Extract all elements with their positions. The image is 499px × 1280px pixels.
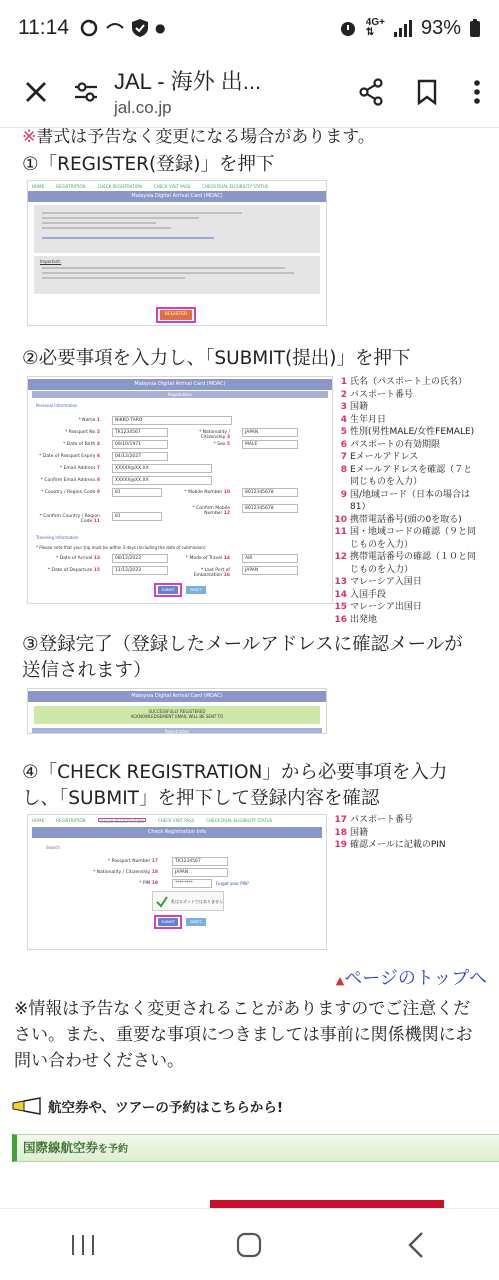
battery-level: 93% <box>420 16 461 39</box>
screenshot-registration-form: Malaysia Digital Arrival Card (MDAC) Registration Personal Information * Name 1 NIKKO TARO * Passport No 2 TK1234567 * Nationality / Citizenship 3 JAPAN * Date of Birth 4 09/10/1971 * Sex 5 MALE * Date of Passport Expiry 6 04/12/2027 * Email Address 7 XXXXX@XX.XX * Confirm Email Address 8 XXXXX@XX.XX * Country / Region Code 9 81 * Mobile Number 10 8012345678 * Confirm Country / Region Code 11 81 * Confirm Mobile Number 12 8012345678 Traveling Information * Please note that your trip must be within 3 days (Including the date of submission) * Date of Arrival 13 08/12/2023 * Mode of Travel 14 AIR * Date of Departure 15 11/12/2023 * Last Port of Embarkation 16 JAPAN SUBMIT RESET <box>27 376 333 604</box>
back-button[interactable] <box>376 1215 456 1275</box>
recents-icon <box>70 1233 96 1257</box>
alarm-icon <box>338 18 358 38</box>
step-4-heading: ④「CHECK REGISTRATION」から必要事項を入力し、「SUBMIT」を押下して登録内容を確認 <box>22 762 448 809</box>
close-icon <box>24 80 48 104</box>
legend-item: 3 国籍 <box>340 402 369 412</box>
passport-expiry-field[interactable]: 04/12/2027 <box>112 452 168 461</box>
sex-field[interactable]: MALE <box>242 440 298 449</box>
legend-item: 7 Eメールアドレス <box>340 452 419 462</box>
system-navigation-bar <box>0 1208 499 1280</box>
missed-call-icon <box>105 20 125 36</box>
network-type: 4G+ <box>365 17 385 28</box>
status-time: 11:14 <box>18 16 69 39</box>
legend-item: 5 性別(男性MALE/女性FEMALE) <box>340 427 475 437</box>
arrow-up-icon: ▲ <box>335 974 345 987</box>
register-button[interactable]: REGISTER <box>160 310 192 320</box>
name-field[interactable]: NIKKO TARO <box>112 416 232 425</box>
captcha-box[interactable]: 私はロボットではありません <box>152 891 224 911</box>
step-1-heading: ①「REGISTER(登録)」を押下 <box>22 154 275 175</box>
confirm-email-field[interactable]: XXXXX@XX.XX <box>112 476 212 485</box>
format-note: ※書式は予告なく変更になる場合があります。 <box>22 128 375 147</box>
country-code-field[interactable]: 81 <box>112 488 162 497</box>
departure-date-field[interactable]: 11/12/2023 <box>112 566 168 575</box>
close-button[interactable] <box>8 64 64 120</box>
embarkation-field[interactable]: JAPAN <box>242 566 298 575</box>
mobile-field[interactable]: 8012345678 <box>242 488 298 497</box>
legend-item: 16 出発地 <box>334 614 378 625</box>
forgot-pin-link[interactable]: Forgot your PIN? <box>216 881 249 886</box>
mode-of-travel-field[interactable]: AIR <box>242 554 298 563</box>
legend-item: 17 パスポート番号 <box>334 815 414 825</box>
bookmark-icon <box>417 79 437 105</box>
legend-item: 11 国・地域コードの確認（９と同じものを入力） <box>334 527 477 550</box>
recents-button[interactable] <box>43 1215 123 1275</box>
nationality-field[interactable]: JAPAN <box>242 428 298 437</box>
legend-item: 13 マレーシア入国日 <box>334 577 422 587</box>
legend-item: 6 パスポートの有効期限 <box>340 439 441 450</box>
legend-check-registration <box>333 814 479 852</box>
confirm-country-code-field[interactable]: 81 <box>112 512 162 521</box>
custom-tab-toolbar <box>0 56 499 128</box>
page-title: JAL - 海外 出... <box>114 69 262 94</box>
confirm-mobile-field[interactable]: 8012345678 <box>242 504 298 513</box>
legend-item: 12 携帯電話番号の確認（１０と同じものを入力） <box>334 552 477 575</box>
arrival-date-field[interactable]: 08/12/2023 <box>112 554 168 563</box>
dob-field[interactable]: 09/10/1971 <box>112 440 168 449</box>
screenshot-check-registration: HOME REGISTRATION CHECK REGISTRATION CHECK VISIT PASS CHECK DUAL ELIGIBILITY STATUS Check Registration Info Search * Passport Number 17 TK1234567 * Nationality / Citizenship 18 JAPAN * PIN 19 ******** Forgot your PIN? 私はロボットではありません SUBMIT RESET <box>27 814 327 950</box>
share-button[interactable] <box>343 64 399 120</box>
intl-flight-booking-link[interactable]: 国際線航空券を予約 <box>12 1134 499 1162</box>
dot-icon: ● <box>155 21 166 35</box>
share-icon <box>358 78 384 106</box>
sync-icon <box>79 18 99 38</box>
legend-item: 4 生年月日 <box>340 414 387 425</box>
page-top-link[interactable]: ▲ページのトップへ <box>335 968 487 989</box>
legend-item: 19 確認メールに記載のPIN <box>334 840 446 850</box>
home-button[interactable] <box>209 1215 289 1275</box>
legend-item: 15 マレーシア出国日 <box>334 602 422 612</box>
check-nationality-field[interactable]: JAPAN <box>172 868 228 877</box>
jal-red-banner <box>210 1200 444 1208</box>
page-content <box>0 128 499 1208</box>
page-url: jal.co.jp <box>114 98 172 117</box>
bookmark-button[interactable] <box>399 64 455 120</box>
screenshot-register: HOME REGISTRATION CHECK REGISTRATION CHECK VISIT PASS CHECK DUAL ELIGIBILITY STATUS Malaysia Digital Arrival Card (MDAC) Important: REGISTER <box>27 180 327 326</box>
passport-field[interactable]: TK1234567 <box>112 428 168 437</box>
more-vert-icon <box>473 79 481 105</box>
signal-icon <box>393 19 413 37</box>
shield-check-icon <box>131 18 149 38</box>
check-mark-icon <box>156 896 168 908</box>
screenshot-registration-complete: Malaysia Digital Arrival Card (MDAC) SUCCESSFULLY REGISTERED ACKNOWLEDGEMENT EMAIL WILL BE SENT TO Registration <box>27 688 327 734</box>
legend-item: 18 国籍 <box>334 827 369 838</box>
back-icon <box>407 1231 425 1259</box>
submit-button[interactable]: SUBMIT <box>158 586 178 594</box>
more-menu-button[interactable] <box>455 64 499 120</box>
disclaimer: ※情報は予告なく変更されることがありますのでご注意ください。また、重要な事項につきましては事前に関係機関にお問い合わせください。 <box>14 999 473 1071</box>
step-3-heading: ③登録完了（登録したメールアドレスに確認メールが送信されます） <box>22 634 463 681</box>
legend-item: 2 パスポート番号 <box>340 389 414 400</box>
home-icon <box>236 1232 262 1258</box>
battery-icon <box>469 18 481 38</box>
promo-heading: 航空券や、ツアーの予約はこちらから! <box>12 1096 283 1116</box>
tune-icon <box>73 80 99 104</box>
legend-registration <box>333 376 479 626</box>
check-reset-button[interactable]: RESET <box>186 918 206 926</box>
check-submit-button[interactable]: SUBMIT <box>158 918 178 926</box>
check-passport-field[interactable]: TK1234567 <box>172 857 228 866</box>
status-bar: 11:14 ● 4G+ ⇅ 93% <box>0 0 499 56</box>
page-title-area[interactable] <box>108 65 343 118</box>
legend-item: 14 入国手段 <box>334 589 387 600</box>
legend-item: 10 携帯電話番号(頭の0を取る) <box>334 514 462 525</box>
legend-item: 9 国/地域コード（日本の場合は81） <box>340 489 471 512</box>
megaphone-icon <box>12 1097 42 1115</box>
step-2-heading: ②必要事項を入力し、「SUBMIT(提出)」を押下 <box>22 348 411 369</box>
reset-button[interactable]: RESET <box>186 586 206 594</box>
legend-item: 8 Eメールアドレスを確認（７と同じものを入力） <box>340 464 473 487</box>
email-field[interactable]: XXXXX@XX.XX <box>112 464 212 473</box>
legend-item: 1 氏名（パスポート上の氏名） <box>340 377 468 387</box>
site-settings-button[interactable] <box>64 64 108 120</box>
check-pin-field[interactable]: ******** <box>172 879 212 888</box>
